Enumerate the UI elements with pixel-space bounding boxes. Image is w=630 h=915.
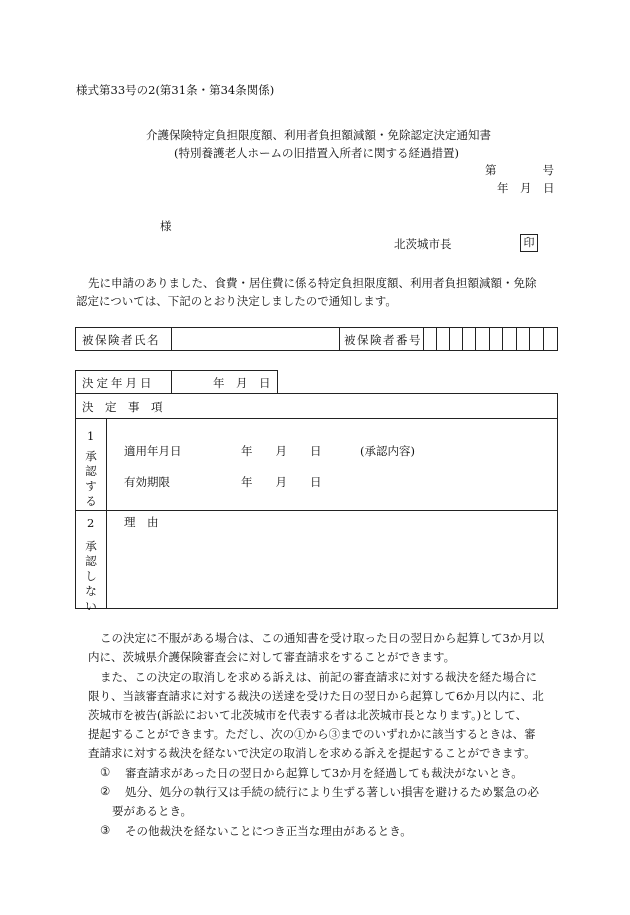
insured-number-label: 被保険者番号 <box>344 333 422 347</box>
item-1-mark: ① <box>100 765 111 779</box>
reject-label: 承認しない <box>85 539 97 613</box>
decision-table <box>75 393 558 609</box>
notice-p2-line1: また、この決定の取消しを求める訴えは、前記の審査請求に対する裁決を経た場合に <box>100 670 537 684</box>
intro-line-1: 先に申請のありました、食費・居住費に係る特定負担限度額、利用者負担額減額・免除 <box>88 276 537 290</box>
reason-label: 理 由 <box>124 515 159 529</box>
approve-number: 1 <box>87 429 95 443</box>
notice-p1-line1: この決定に不服がある場合は、この通知書を受け取った日の翌日から起算して3か月以 <box>100 631 545 645</box>
notice-p2-line3: 茨城市を被告(訴訟において北茨城市を代表する者は北茨城市長となります。)として、 <box>88 708 528 722</box>
reject-number: 2 <box>87 516 95 530</box>
decision-date-value: 年 月 日 <box>213 376 271 390</box>
notice-p2-line2: 限り、当該審査請求に対する裁決の送達を受けた日の翌日から起算して6か月以内に、北 <box>88 689 544 703</box>
intro-line-2: 認定については、下記のとおり決定しましたので通知します。 <box>76 294 397 308</box>
item-2-text-cont: 要があるとき。 <box>112 804 193 818</box>
notice-p2-line4: 提起することができます。ただし、次の①から③までのいずれかに該当するときは、審 <box>88 727 536 741</box>
approve-label: 承認する <box>85 449 97 508</box>
item-2-mark: ② <box>100 784 111 798</box>
item-3-mark: ③ <box>100 823 111 837</box>
decision-matters-label: 決 定 事 項 <box>82 400 163 414</box>
issue-date: 年 月 日 <box>497 181 555 195</box>
form-number: 様式第33号の2(第31条・第34条関係) <box>76 83 275 97</box>
insured-name-label: 被保険者氏名 <box>82 333 160 347</box>
item-2-text: 処分、処分の執行又は手続の続行により生ずる著しい損害を避けるため緊急の必 <box>125 785 539 799</box>
decision-date-label: 決定年月日 <box>82 376 155 390</box>
apply-date-label: 適用年月日 <box>124 444 182 458</box>
item-1-text: 審査請求があった日の翌日から起算して3か月を経過しても裁決がないとき。 <box>125 766 523 780</box>
notice-p1-line2: 内に、茨城県介護保険審査会に対して審査請求をすることができます。 <box>88 650 456 664</box>
seal-mark: 印 <box>520 234 538 252</box>
apply-date-value: 年 月 日 <box>241 444 322 458</box>
valid-until-label: 有効期限 <box>124 475 170 489</box>
item-3-text: その他裁決を経ないことにつき正当な理由があるとき。 <box>125 824 412 838</box>
approval-content-label: (承認内容) <box>360 444 415 458</box>
valid-until-value: 年 月 日 <box>241 475 322 489</box>
notice-p2-line5: 査請求に対する裁決を経ないで決定の取消しを求める訴えを提起することができます。 <box>88 746 536 760</box>
document-subtitle: (特別養護老人ホームの旧措置入所者に関する経過措置) <box>174 146 459 160</box>
issuer-name: 北茨城市長 <box>394 237 452 251</box>
document-title: 介護保険特定負担限度額、利用者負担額減額・免除認定決定通知書 <box>146 128 491 142</box>
recipient-suffix: 様 <box>160 219 172 233</box>
document-number: 第 号 <box>485 163 554 177</box>
